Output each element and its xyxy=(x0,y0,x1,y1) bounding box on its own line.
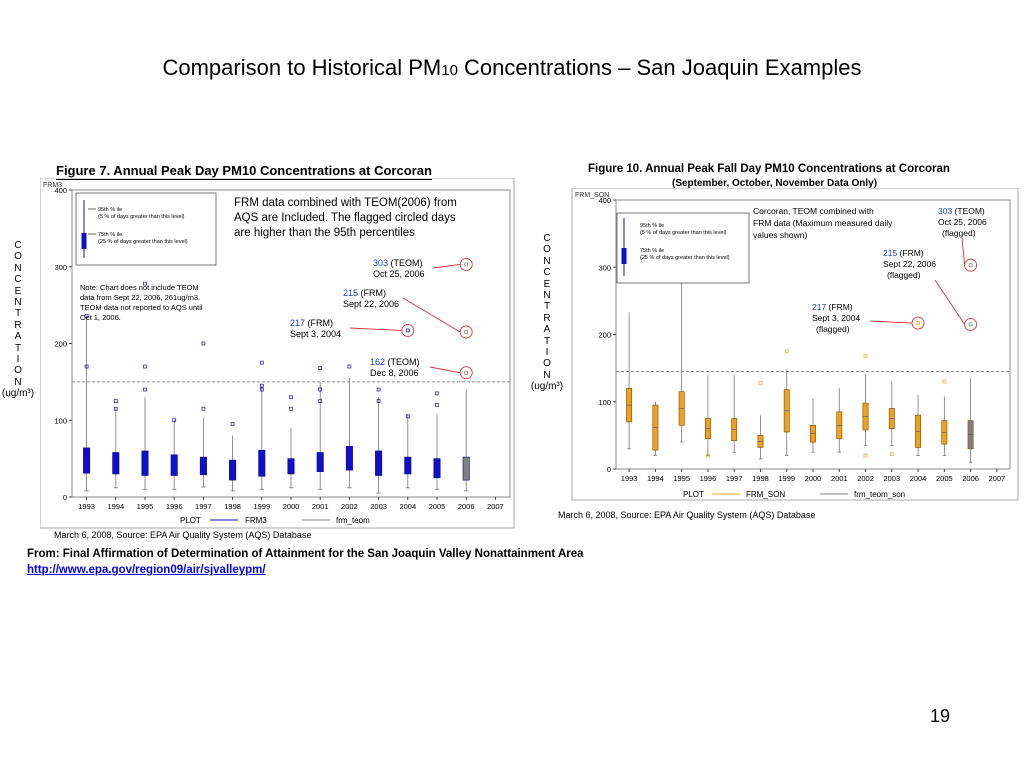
figure7-point-date: Sept 22, 2006 xyxy=(343,299,400,309)
figure10-ytick-label: 100 xyxy=(598,397,611,407)
figure7-outlier xyxy=(144,388,147,391)
source-link[interactable]: http://www.epa.gov/region09/air/sjvalleypm/ xyxy=(27,564,266,576)
figure10-ytick-label: 400 xyxy=(598,196,611,205)
figure7-legend-95-label: 95th % ile xyxy=(98,207,123,213)
figure7-point-label: 303 (TEOM) xyxy=(373,258,423,268)
figure10-ylabel-letter: C xyxy=(543,267,551,279)
figure10-ylabel-letter: O xyxy=(543,244,551,256)
figure7-point-date: Sept 3, 2004 xyxy=(290,329,342,339)
figure10-xtick-label: 2003 xyxy=(883,474,901,483)
figure7-ylabel-letter: N xyxy=(14,262,22,274)
figure10-ylabel-unit: (ug/m³) xyxy=(530,381,564,393)
figure7-note: Note: Chart does not include TEOM xyxy=(80,283,199,292)
figure7-outlier xyxy=(202,407,205,410)
figure7-note: data from Sept 22, 2006, 261ug/m3. xyxy=(80,293,201,302)
figure7-main-annotation: FRM data combined with TEOM(2006) from xyxy=(234,197,457,209)
figure7-main-annotation: are higher than the 95th percentiles xyxy=(234,227,415,239)
figure7-box xyxy=(375,451,381,476)
figure7-legend-box-sample xyxy=(82,233,87,249)
figure7-main-annotation: AQS are Included. The flagged circled days xyxy=(234,212,456,224)
slide-title xyxy=(0,55,1024,81)
figure10-xtick-label: 1994 xyxy=(647,474,664,483)
figure7-outlier xyxy=(406,329,409,332)
figure7-ytick-label: 200 xyxy=(54,339,67,349)
figure10-outlier xyxy=(864,355,867,358)
figure10-xtick-label: 1995 xyxy=(673,474,691,483)
figure10-point-label: 303 (TEOM) xyxy=(938,206,985,216)
figure10-xtick-label: 1996 xyxy=(699,474,717,483)
figure10-point-label: 217 (FRM) xyxy=(812,302,853,312)
figure7-ytick-label: 100 xyxy=(54,416,67,426)
figure7-outlier xyxy=(231,423,234,426)
figure7-ylabel-letter: T xyxy=(14,342,22,354)
figure7-outlier xyxy=(290,407,293,410)
figure10-main-annotation: Corcoran, TEOM combined with xyxy=(753,206,874,216)
figure7-outlier xyxy=(436,392,439,395)
figure7-outlier xyxy=(465,263,468,266)
figure7-outlier xyxy=(465,371,468,374)
figure10-xtick-label: 2006 xyxy=(962,474,979,483)
figure10-subtitle: (September, October, November Data Only) xyxy=(672,178,878,189)
figure7-box xyxy=(346,446,352,470)
figure10-legend-95-desc: (5 % of days greater than this level) xyxy=(640,230,727,236)
figure10-flag-circle xyxy=(965,259,977,271)
figure10-outlier xyxy=(943,380,946,383)
figure10-title: Figure 10. Annual Peak Fall Day PM10 Concentrations at Corcoran xyxy=(588,163,950,175)
figure7-corner-label: FRM3 xyxy=(43,182,63,189)
figure10-plot-label: PLOT xyxy=(683,490,704,499)
figure10-xtick-label: 2004 xyxy=(909,474,927,483)
figure7-box xyxy=(317,452,323,471)
figure7-box xyxy=(83,448,89,473)
figure10-main-annotation: values shown) xyxy=(753,230,808,240)
figure10-outlier xyxy=(890,453,893,456)
figure7-ylabel-letter: C xyxy=(14,240,22,251)
figure7-xtick-label: 2007 xyxy=(487,502,504,511)
slide-title-main: Comparison to Historical PM xyxy=(162,55,442,80)
figure10-ylabel-letter: C xyxy=(543,233,551,244)
figure10-ytick-label: 300 xyxy=(598,263,611,273)
figure7-legend-75-desc: (25 % of days greater than this level) xyxy=(98,239,188,245)
figure7-box xyxy=(405,457,411,474)
figure10-point-flag: (flagged) xyxy=(816,324,850,334)
figure10-flag-circle xyxy=(965,318,977,330)
figure7-flag-circle xyxy=(460,367,472,379)
figure7-box xyxy=(463,457,469,480)
figure10-outlier xyxy=(969,323,972,326)
figure10-ylabel-letter: E xyxy=(543,278,551,290)
figure7-ylabel-letter: N xyxy=(14,376,22,388)
figure7-xtick-label: 2000 xyxy=(282,502,300,511)
figure10-xtick-label: 1998 xyxy=(752,474,769,483)
figure7-plot-label: PLOT xyxy=(180,516,201,525)
figure10-point-flag: (flagged) xyxy=(942,228,976,238)
figure7-outlier xyxy=(436,403,439,406)
figure10-ylabel-letter: R xyxy=(543,312,551,324)
figure10-outlier xyxy=(785,350,788,353)
figure7-outlier xyxy=(144,365,147,368)
figure10-ylabel-letter: N xyxy=(543,255,551,267)
slide-title-rest: Concentrations – San Joaquin Examples xyxy=(457,55,862,80)
figure7-ylabel-letter: C xyxy=(14,274,22,286)
figure10-legend-95-label: 95th % ile xyxy=(640,223,665,229)
figure7-ylabel xyxy=(0,240,36,400)
figure10-source: March 6, 2008, Source: EPA Air Quality System (AQS) Database xyxy=(558,510,816,520)
figure7-box xyxy=(288,459,294,474)
figure7-flag-circle xyxy=(402,324,414,336)
figure10-outlier xyxy=(759,381,762,384)
figure7-xtick-label: 2006 xyxy=(457,502,475,511)
figure7-box xyxy=(434,459,440,478)
figure7-ytick-label: 300 xyxy=(54,262,67,272)
figure7-flag-circle xyxy=(460,258,472,270)
figure10-xtick-label: 1997 xyxy=(725,474,743,483)
figure10-point-date: Sept 3, 2004 xyxy=(812,313,861,323)
figure7-legend-box xyxy=(76,193,216,265)
figure10-ylabel-letter: T xyxy=(543,301,551,313)
figure10-xtick-label: 2007 xyxy=(988,474,1006,483)
figure7-xtick-label: 1993 xyxy=(78,502,95,511)
figure7-xtick-label: 2003 xyxy=(370,502,387,511)
figure10-xtick-label: 2000 xyxy=(804,474,822,483)
figure7-outlier xyxy=(260,361,263,364)
figure10-flag-circle xyxy=(912,317,924,329)
slide-title-subscript: 10 xyxy=(441,62,458,79)
figure7-chart xyxy=(40,178,515,542)
figure7-ytick-label: 400 xyxy=(54,186,67,195)
figure7-xtick-label: 1999 xyxy=(253,502,271,511)
figure7-box xyxy=(200,457,206,475)
figure7-ylabel-letter: R xyxy=(14,319,22,331)
figure7-note: TEOM data not reported to AQS until xyxy=(80,303,203,312)
figure7-arrow xyxy=(430,367,460,373)
figure7-xtick-label: 1994 xyxy=(107,502,125,511)
figure10-point-label: 215 (FRM) xyxy=(883,248,924,258)
figure10-xtick-label: 2005 xyxy=(935,474,953,483)
figure10-xtick-label: 1993 xyxy=(620,474,638,483)
figure10-ylabel-letter: O xyxy=(543,358,551,370)
figure10-ytick-label: 0 xyxy=(606,465,611,474)
figure7-arrow xyxy=(433,264,460,268)
figure7-legend-75-label: 75th % ile xyxy=(98,232,123,238)
figure7-source: March 6, 2008, Source: EPA Air Quality System (AQS) Database xyxy=(54,530,312,540)
figure7-outlier xyxy=(290,396,293,399)
figure10-ylabel-letter: N xyxy=(543,369,551,381)
figure7-legend-series2: frm_teom xyxy=(336,516,370,525)
figure7-xtick-label: 2002 xyxy=(341,502,358,511)
figure7-xtick-label: 1998 xyxy=(224,502,241,511)
figure10-legend-75-label: 75th % ile xyxy=(640,248,665,254)
figure7-outlier xyxy=(114,400,117,403)
figure7-outlier xyxy=(319,367,322,370)
figure7-point-date: Dec 8, 2006 xyxy=(370,368,419,378)
figure7-ylabel-letter: A xyxy=(14,331,22,343)
figure7-point-label: 215 (FRM) xyxy=(343,288,387,298)
figure7-outlier xyxy=(202,342,205,345)
figure10-ylabel-letter: A xyxy=(543,324,551,336)
figure7-ylabel-letter: N xyxy=(14,297,22,309)
figure7-point-date: Oct 25, 2006 xyxy=(373,269,425,279)
figure10-ylabel-letter: T xyxy=(543,335,551,347)
figure10-legend-series1: FRM_SON xyxy=(746,490,786,499)
figure7-arrow xyxy=(350,328,402,330)
figure7-ylabel-unit: (ug/m³) xyxy=(1,388,35,400)
figure10-point-date: Sept 22, 2006 xyxy=(883,259,936,269)
figure7-xtick-label: 1996 xyxy=(165,502,183,511)
figure10-ylabel-letters xyxy=(530,233,564,381)
figure7-title: Figure 7. Annual Peak Day PM10 Concentrations at Corcoran xyxy=(56,163,432,178)
figure7-outlier xyxy=(348,365,351,368)
figure7-box xyxy=(229,460,235,480)
figure10-chart xyxy=(570,188,1020,504)
figure7-ylabel-letter: I xyxy=(16,354,20,366)
figure7-ylabel-letter: E xyxy=(14,285,22,297)
figure10-point-flag: (flagged) xyxy=(887,270,921,280)
figure10-legend-75-desc: (25 % of days greater than this level) xyxy=(640,255,730,261)
figure10-ylabel-letter: N xyxy=(543,290,551,302)
page-number: 19 xyxy=(930,706,951,726)
figure10-xtick-label: 2002 xyxy=(857,474,874,483)
source-citation: From: Final Affirmation of Determination of Attainment for the San Joaquin Valley Nonattainment Area xyxy=(27,548,584,560)
figure7-outlier xyxy=(465,330,468,333)
figure10-main-annotation: FRM data (Maximum measured daily xyxy=(753,218,893,228)
figure10-legend-box xyxy=(617,213,749,283)
figure7-xtick-label: 1995 xyxy=(136,502,154,511)
figure7-xtick-label: 2001 xyxy=(311,502,329,511)
figure10-outlier xyxy=(864,454,867,457)
figure7-ylabel-letters xyxy=(0,240,36,388)
figure7-legend-95-desc: (5 % of days greater than this level) xyxy=(98,214,185,220)
figure10-outlier xyxy=(917,322,920,325)
figure7-flag-circle xyxy=(460,326,472,338)
figure10-point-date: Oct 25, 2006 xyxy=(938,217,987,227)
figure7-box xyxy=(259,450,265,476)
figure10-ytick-label: 200 xyxy=(598,330,611,340)
figure7-note: Oct 1, 2006. xyxy=(80,313,121,322)
figure7-ytick-label: 0 xyxy=(62,493,67,502)
figure7-ylabel-letter: O xyxy=(14,365,22,377)
figure10-arrow xyxy=(962,238,965,265)
figure7-ylabel-letter: T xyxy=(14,308,22,320)
figure10-ylabel xyxy=(530,233,564,393)
figure7-point-label: 217 (FRM) xyxy=(290,318,334,328)
figure7-box xyxy=(142,451,148,476)
figure7-xtick-label: 2004 xyxy=(399,502,417,511)
figure7-arrow xyxy=(403,298,460,332)
figure7-ylabel-letter: O xyxy=(14,251,22,263)
figure10-legend-series2: frm_teom_son xyxy=(854,490,906,499)
figure7-point-label: 162 (TEOM) xyxy=(370,357,420,367)
figure10-corner-label: FRM_SON xyxy=(575,192,610,199)
figure10-ylabel-letter: I xyxy=(545,347,549,359)
figure7-box xyxy=(171,455,177,476)
figure10-xtick-label: 2001 xyxy=(830,474,848,483)
figure10-arrow xyxy=(935,280,965,324)
figure7-xtick-label: 1997 xyxy=(195,502,212,511)
figure7-xtick-label: 2005 xyxy=(428,502,446,511)
figure7-box xyxy=(113,452,119,473)
figure10-xtick-label: 1999 xyxy=(778,474,796,483)
figure7-outlier xyxy=(377,388,380,391)
figure10-legend-box-sample xyxy=(622,248,627,264)
figure10-outlier xyxy=(969,264,972,267)
figure7-legend-series1: FRM3 xyxy=(245,516,267,525)
figure10-arrow xyxy=(870,321,912,323)
